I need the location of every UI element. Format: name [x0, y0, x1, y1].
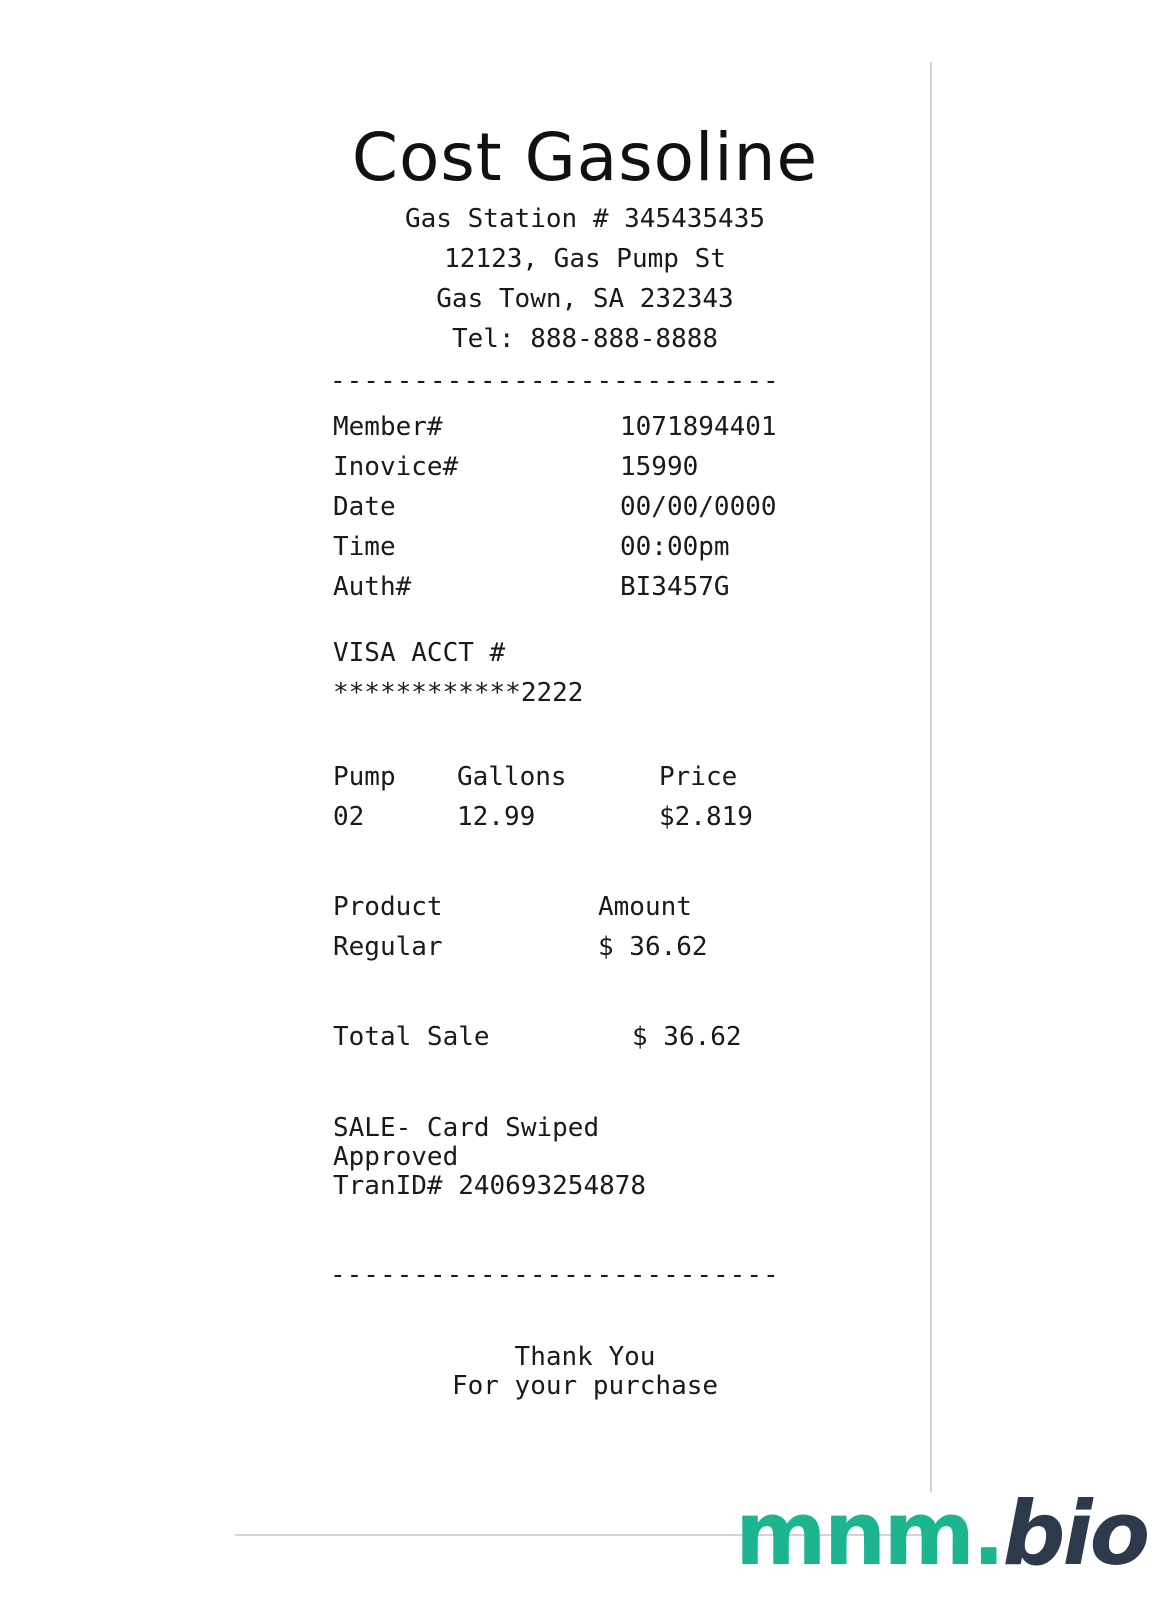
- pump-value: 02: [333, 802, 365, 832]
- purchase-message: For your purchase: [451, 1371, 719, 1401]
- invoice-label: Inovice#: [333, 452, 459, 482]
- auth-value: BI3457G: [620, 572, 730, 602]
- address-line-1: 12123, Gas Pump St: [444, 244, 726, 274]
- amount-value: $ 36.62: [598, 932, 708, 962]
- phone-number: Tel: 888-888-8888: [451, 324, 719, 354]
- account-number: ************2222: [333, 678, 584, 708]
- date-label: Date: [333, 492, 396, 522]
- product-value: Regular: [333, 932, 443, 962]
- approval-status: Approved: [333, 1142, 459, 1172]
- pump-header: Pump: [333, 762, 396, 792]
- date-value: 00/00/0000: [620, 492, 777, 522]
- invoice-value: 15990: [620, 452, 699, 482]
- gallons-header: Gallons: [457, 762, 567, 792]
- total-label: Total Sale: [333, 1022, 490, 1052]
- total-value: $ 36.62: [632, 1022, 742, 1052]
- time-label: Time: [333, 532, 396, 562]
- price-value: $2.819: [659, 802, 753, 832]
- transaction-id: TranID# 240693254878: [333, 1171, 647, 1201]
- logo-part-mnm: mnm.: [735, 1482, 1003, 1585]
- member-label: Member#: [333, 412, 443, 442]
- store-name: Cost Gasoline: [351, 119, 819, 196]
- price-header: Price: [659, 762, 738, 792]
- member-value: 1071894401: [620, 412, 777, 442]
- thank-you: Thank You: [514, 1342, 656, 1372]
- gallons-value: 12.99: [457, 802, 536, 832]
- logo-part-bio: bio: [1002, 1482, 1148, 1585]
- station-number: Gas Station # 345435435: [404, 204, 766, 234]
- account-label: VISA ACCT #: [333, 638, 506, 668]
- divider-bottom: ---------------------------: [330, 1260, 780, 1290]
- amount-header: Amount: [598, 892, 692, 922]
- auth-label: Auth#: [333, 572, 412, 602]
- sale-status: SALE- Card Swiped: [333, 1113, 600, 1143]
- divider-top: ---------------------------: [330, 366, 780, 396]
- mnm-bio-logo: [735, 1484, 1147, 1584]
- receipt-right-edge: [930, 62, 932, 1492]
- time-value: 00:00pm: [620, 532, 730, 562]
- product-header: Product: [333, 892, 443, 922]
- address-line-2: Gas Town, SA 232343: [436, 284, 734, 314]
